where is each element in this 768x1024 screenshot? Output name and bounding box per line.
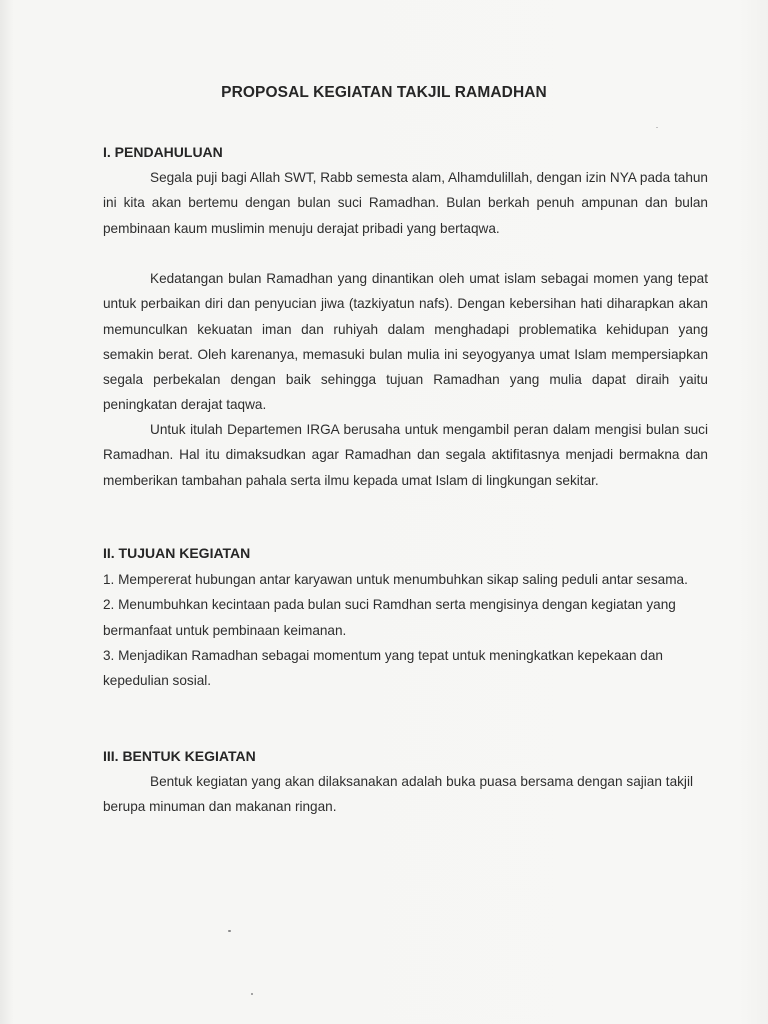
paragraph-pendahuluan-1: Segala puji bagi Allah SWT, Rabb semesta alam, Alhamdulillah, dengan izin NYA pada tahun ini kita akan bertemu dengan bulan suci Ramadhan. Bulan berkah penuh ampunan dan bulan pembinaan kaum muslimin menuju derajat pribadi yang bertaqwa. [103,170,708,236]
section-heading-bentuk-kegiatan: III. BENTUK KEGIATAN [103,748,256,764]
tujuan-kegiatan-list [103,567,693,693]
scan-speck [656,127,658,128]
paragraph-bentuk-kegiatan: Bentuk kegiatan yang akan dilaksanakan adalah buka puasa bersama dengan sajian takjil berupa minuman dan makanan ringan. [103,774,693,815]
paragraph-pendahuluan-2: Kedatangan bulan Ramadhan yang dinantikan oleh umat islam sebagai momen yang tepat untuk perbaikan diri dan penyucian jiwa (tazkiyatun nafs). Dengan kebersihan hati diharapkan akan memunculkan kekuatan iman dan ruhiyah dalam menghadapi problematika kehidupan yang semakin berat. Oleh karenanya, memasuki bulan mulia ini seyogyanya umat Islam mempersiapkan segala perbekalan dengan baik sehingga tujuan Ramadhan yang mulia dapat diraih yaitu peningkatan derajat taqwa. [103,271,708,413]
scan-speck [228,930,231,932]
scan-speck [251,993,253,995]
document-title: PROPOSAL KEGIATAN TAKJIL RAMADHAN [221,84,547,101]
list-item: 1. Mempererat hubungan antar karyawan untuk menumbuhkan sikap saling peduli antar sesama. [103,572,688,587]
section-heading-pendahuluan: I. PENDAHULUAN [103,144,223,160]
paragraph-pendahuluan-3: Untuk itulah Departemen IRGA berusaha untuk mengambil peran dalam mengisi bulan suci Ramadhan. Hal itu dimaksudkan agar Ramadhan dan segala aktifitasnya menjadi bermakna dan memberikan tambahan pahala serta ilmu kepada umat Islam di lingkungan sekitar. [103,422,708,488]
section-heading-tujuan-kegiatan: II. TUJUAN KEGIATAN [103,545,251,561]
list-item: 2. Menumbuhkan kecintaan pada bulan suci Ramdhan serta mengisinya dengan kegiatan yang bermanfaat untuk pembinaan keimanan. [103,597,676,638]
list-item: 3. Menjadikan Ramadhan sebagai momentum yang tepat untuk meningkatkan kepekaan dan kepedulian sosial. [103,647,663,689]
